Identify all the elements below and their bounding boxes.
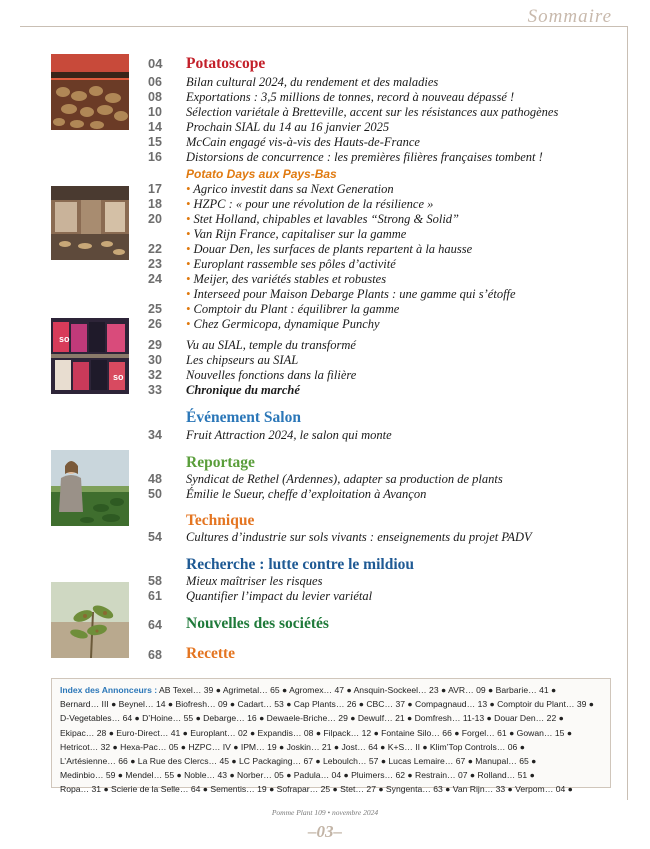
- index-line: Hetricot… 32 ● Hexa-Pac… 05 ● HZPC… IV ● IPM… 19 ● Joskin… 21 ● Jost… 64 ● K+S… II ● Klim’Top Controls… 06 ●: [60, 741, 525, 752]
- section-title-reportage: Reportage: [186, 454, 255, 471]
- page-number: –03–: [308, 822, 342, 841]
- bullet-icon: •: [186, 197, 191, 211]
- bullet-icon: •: [186, 287, 191, 301]
- index-line: L’Artésienne… 66 ● La Rue des Clercs… 45 ● LC Packaging… 67 ● Leboulch… 57 ● Lucas Lemaire… 67 ● Manupal… 65 ●: [60, 756, 537, 767]
- section-title-potatoscope: 04 Potatoscope: [148, 55, 266, 72]
- bullet-icon: •: [186, 317, 191, 331]
- bullet-icon: •: [186, 212, 191, 226]
- bullet-icon: •: [186, 242, 191, 256]
- potato-days-photo: [51, 186, 129, 260]
- index-line: Ropa… 31 ● Scierie de la Selle… 64 ● Sementis… 19 ● Sofrapar… 25 ● Stet… 27 ● Syngenta… 63 ● Van Rijn… 33 ● Verpom… 04 ●: [60, 784, 573, 795]
- index-line: D-Vegetables… 64 ● D’Hoine… 55 ● Debarge… 16 ● Dewaele-Briche… 29 ● Dewulf… 21 ● Domfresh… 11-13 ● Douar Den… 22 ●: [60, 713, 564, 724]
- recherche-photo: [51, 582, 129, 658]
- section-title-recette: Recette: [186, 645, 236, 662]
- sial-chips-photo: [51, 318, 129, 394]
- section-title-nouvelles: Nouvelles des sociétés: [186, 615, 329, 632]
- bullet-icon: •: [186, 302, 191, 316]
- index-line: Medinbio… 59 ● Mendel… 55 ● Noble… 43 ● Norber… 05 ● Padula… 04 ● Pluimers… 62 ● Restrain… 07 ● Rolland… 51 ●: [60, 770, 535, 781]
- svg-text:so: so: [59, 334, 70, 344]
- issue-footer: Pomme Plant 109 • novembre 2024: [271, 808, 379, 817]
- page-title: Sommaire: [527, 6, 612, 27]
- section-title-technique: Technique: [186, 512, 255, 529]
- svg-text:so: so: [113, 372, 124, 382]
- bullet-icon: •: [186, 272, 191, 286]
- index-line: Bernard… III ● Beynel… 14 ● Biofresh… 09 ● Cadart… 53 ● Cap Plants… 26 ● CBC… 37 ● Compagnaud… 13 ● Comptoir du Plant… 39 ●: [60, 699, 594, 710]
- bullet-icon: •: [186, 227, 191, 241]
- section-title-evenement: Événement Salon: [186, 409, 301, 426]
- advertisers-index: [51, 678, 611, 795]
- index-title: Index des Annonceurs :: [60, 685, 158, 695]
- potatoscope-photo: [51, 54, 129, 130]
- bullet-icon: •: [186, 257, 191, 271]
- index-line: Index des Annonceurs : AB Texel… 39 ● Agrimetal… 65 ● Agromex… 47 ● Ansquin-Sockeel… 23 ● AVR… 09 ● Barbarie… 41 ●: [60, 685, 557, 695]
- frame-right-line: [627, 26, 628, 800]
- section-title-recherche: Recherche : lutte contre le mildiou: [186, 556, 414, 573]
- reportage-photo: [51, 450, 129, 526]
- index-line: Ekipac… 28 ● Euro-Direct… 41 ● Europlant… 02 ● Expandis… 08 ● Filpack… 12 ● Fontaine Silo… 66 ● Forgel… 61 ● Gowan… 15 ●: [60, 727, 573, 738]
- subsection-title-potato-days: Potato Days aux Pays-Bas: [186, 167, 337, 181]
- bullet-icon: •: [186, 182, 191, 196]
